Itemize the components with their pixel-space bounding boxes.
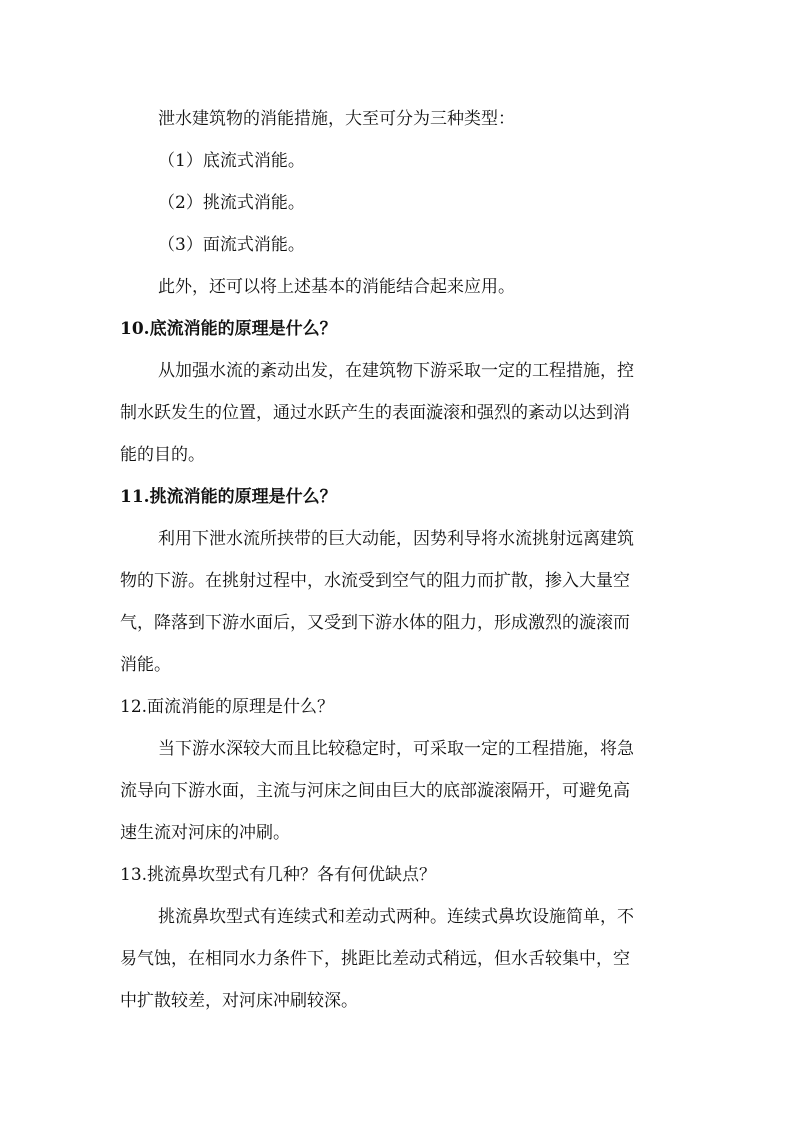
question-10-heading: 10.底流消能的原理是什么？ <box>120 319 337 339</box>
question-12-line-1: 当下游水深较大而且比较稳定时，可采取一定的工程措施，将急 <box>158 739 634 759</box>
question-12-heading: 12.面流消能的原理是什么？ <box>120 697 335 717</box>
intro-item-3: （3）面流式消能。 <box>158 235 305 255</box>
question-11-line-2: 物的下游。在挑射过程中，水流受到空气的阻力而扩散，掺入大量空 <box>120 571 630 591</box>
question-11-heading: 11.挑流消能的原理是什么？ <box>120 487 337 507</box>
question-13-line-1: 挑流鼻坎型式有连续式和差动式两种。连续式鼻坎设施简单，不 <box>158 907 634 927</box>
question-10-line-1: 从加强水流的紊动出发，在建筑物下游采取一定的工程措施，控 <box>158 361 634 381</box>
question-10-line-2: 制水跃发生的位置，通过水跃产生的表面漩滚和强烈的紊动以达到消 <box>120 403 630 423</box>
question-10-line-3: 能的目的。 <box>120 445 205 465</box>
question-13-line-2: 易气蚀，在相同水力条件下，挑距比差动式稍远，但水舌较集中，空 <box>120 949 630 969</box>
question-11-line-3: 气，降落到下游水面后，又受到下游水体的阻力，形成激烈的漩滚而 <box>120 613 630 633</box>
question-13-line-3: 中扩散较差，对河床冲刷较深。 <box>120 991 358 1011</box>
question-12-line-2: 流导向下游水面，主流与河床之间由巨大的底部漩滚隔开，可避免高 <box>120 781 630 801</box>
intro-item-1: （1）底流式消能。 <box>158 151 305 171</box>
question-13-heading: 13.挑流鼻坎型式有几种？各有何优缺点？ <box>120 865 437 885</box>
question-11-line-1: 利用下泄水流所挟带的巨大动能，因势利导将水流挑射远离建筑 <box>158 529 634 549</box>
question-11-line-4: 消能。 <box>120 655 171 675</box>
intro-lead: 泄水建筑物的消能措施，大至可分为三种类型： <box>158 109 515 129</box>
intro-item-2: （2）挑流式消能。 <box>158 193 305 213</box>
intro-closing: 此外，还可以将上述基本的消能结合起来应用。 <box>158 277 515 297</box>
question-12-line-3: 速生流对河床的冲刷。 <box>120 823 290 843</box>
